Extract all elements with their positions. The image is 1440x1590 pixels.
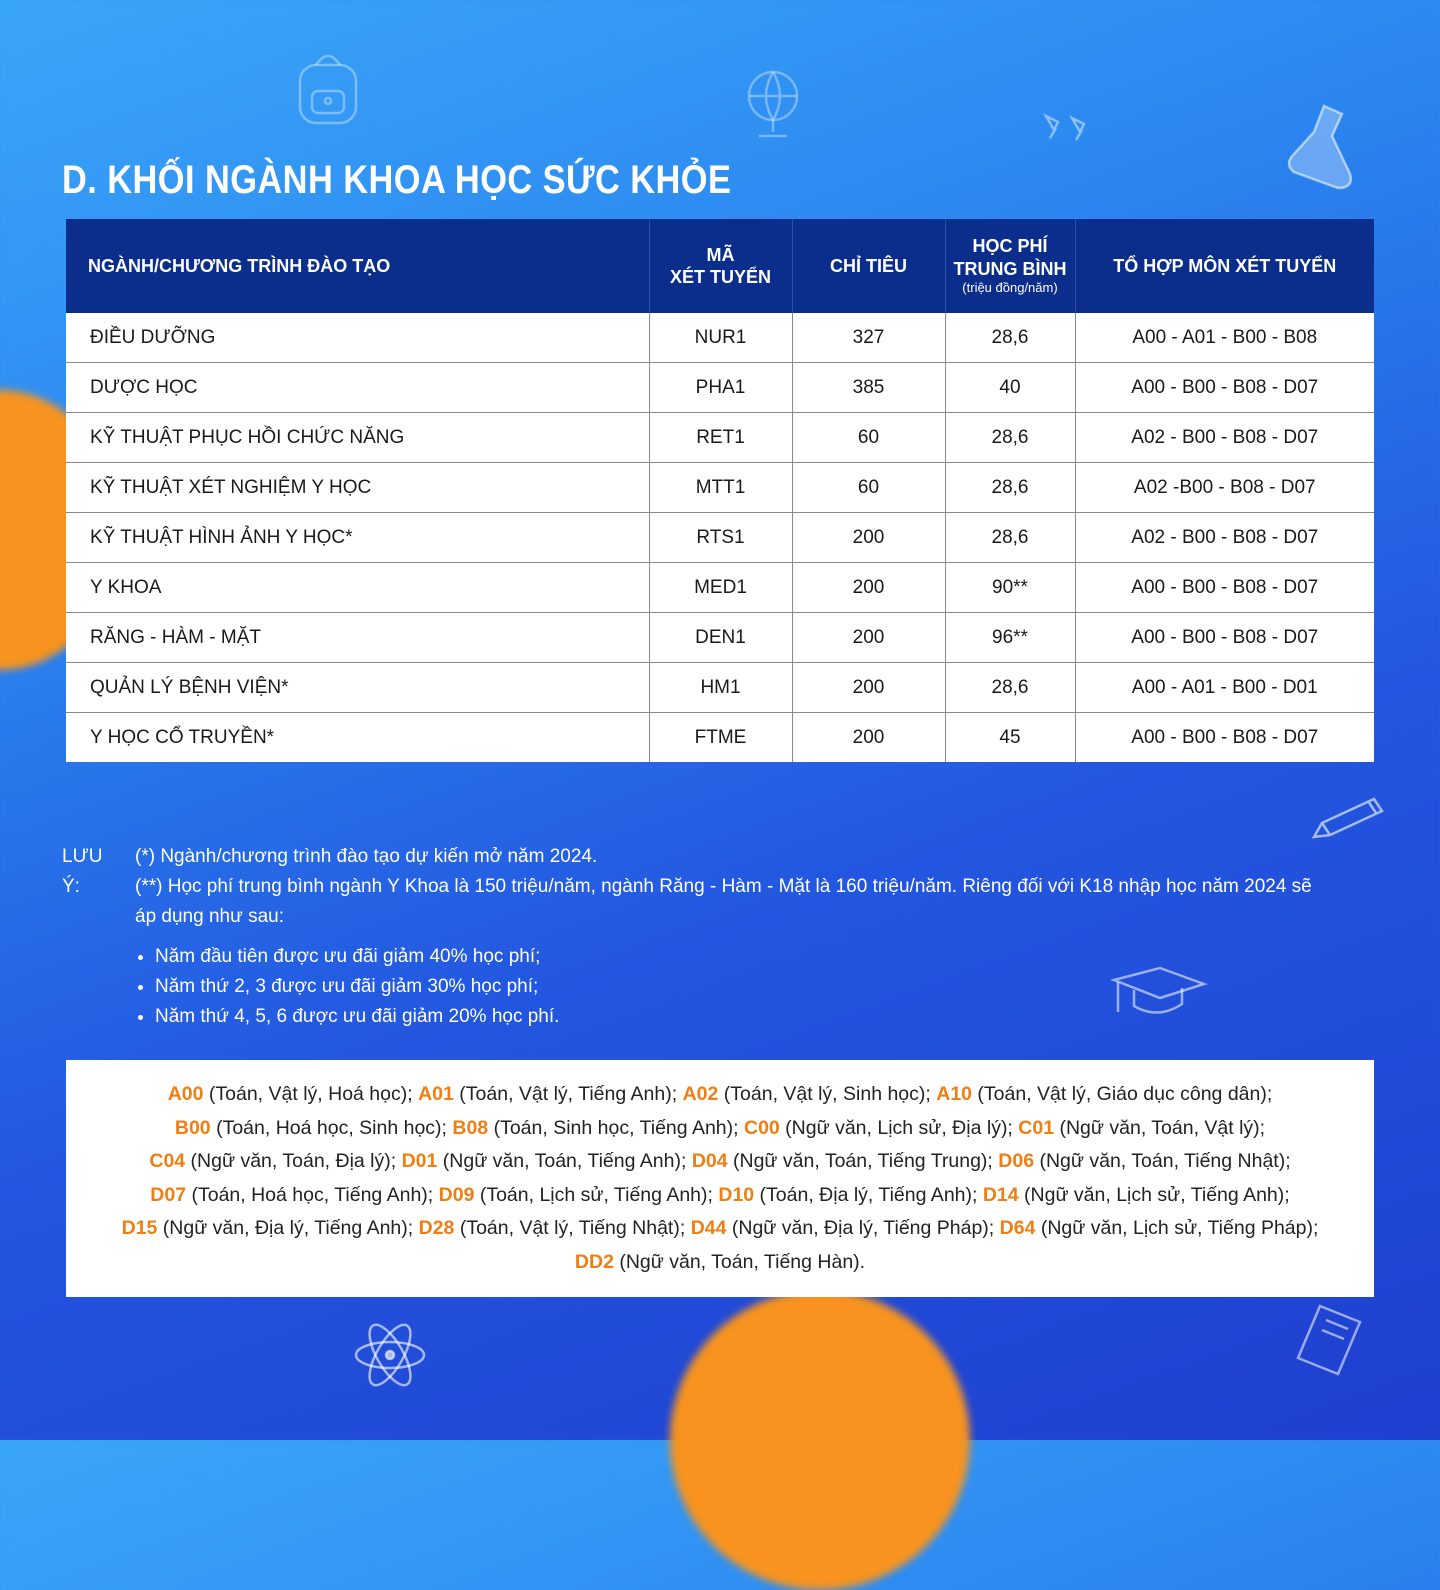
fee-cell: 28,6 [945, 663, 1075, 713]
code-cell: RET1 [649, 413, 792, 463]
quota-cell: 200 [792, 663, 945, 713]
combos-cell: A00 - A01 - B00 - B08 [1075, 313, 1374, 363]
pencil-icon [1308, 795, 1388, 845]
program-cell: KỸ THUẬT PHỤC HỒI CHỨC NĂNG [66, 413, 649, 463]
combo-code: C01 [1018, 1116, 1055, 1139]
combo-subjects: (Ngữ văn, Lịch sử, Tiếng Pháp); [1035, 1217, 1319, 1240]
program-cell: ĐIỀU DƯỠNG [66, 313, 649, 363]
note-bullet: • Năm đầu tiên được ưu đãi giảm 40% học phí; [155, 942, 1335, 972]
header-code-line2: XÉT TUYỂN [669, 267, 771, 287]
combo-code: D06 [998, 1150, 1035, 1173]
combo-code: D15 [121, 1217, 158, 1240]
code-cell: RTS1 [649, 513, 792, 563]
combo-code: DD2 [574, 1250, 614, 1273]
combo-subjects: (Ngữ văn, Lịch sử, Địa lý); [779, 1116, 1019, 1139]
flask-icon [1280, 100, 1360, 195]
program-cell: Y KHOA [66, 563, 649, 613]
book-icon [1290, 1300, 1370, 1380]
note-bullet: • Năm thứ 2, 3 được ưu đãi giảm 30% học phí; [155, 972, 1335, 1002]
program-cell: QUẢN LÝ BỆNH VIỆN* [66, 663, 649, 713]
combo-code: D28 [418, 1217, 455, 1240]
notes-label: LƯU Ý: [62, 846, 103, 897]
note-bullets [135, 942, 1335, 1032]
combo-code: B00 [174, 1116, 211, 1139]
combos-cell: A00 - A01 - B00 - D01 [1075, 663, 1374, 713]
header-code-line1: MÃ [706, 244, 735, 265]
program-cell: KỸ THUẬT HÌNH ẢNH Y HỌC* [66, 513, 649, 563]
program-cell: KỸ THUẬT XÉT NGHIỆM Y HỌC [66, 463, 649, 513]
combo-subjects: (Toán, Vật lý, Giáo dục công dân); [972, 1083, 1273, 1105]
combo-code: D09 [438, 1183, 475, 1206]
combo-subjects: (Ngữ văn, Địa lý, Tiếng Pháp); [726, 1217, 1000, 1240]
combos-cell: A02 - B00 - B08 - D07 [1075, 513, 1374, 563]
quota-cell: 327 [792, 313, 945, 363]
program-cell: DƯỢC HỌC [66, 363, 649, 413]
combo-subjects: (Toán, Địa lý, Tiếng Anh); [754, 1183, 983, 1206]
legend-line [86, 1246, 1354, 1280]
legend-line [86, 1112, 1354, 1146]
combo-code: D01 [401, 1150, 438, 1173]
header-program: NGÀNH/CHƯƠNG TRÌNH ĐÀO TẠO [66, 219, 649, 313]
code-cell: DEN1 [649, 613, 792, 663]
majors-table [66, 219, 1374, 762]
legend-line [86, 1145, 1354, 1179]
legend-line [86, 1078, 1354, 1112]
table-row [66, 513, 1374, 563]
header-fee-line1: HỌC PHÍ [972, 236, 1048, 257]
header-fee-line2: TRUNG BÌNH [953, 258, 1067, 279]
combo-code: D14 [982, 1183, 1019, 1206]
backpack-icon [290, 45, 370, 130]
combo-subjects: (Ngữ văn, Địa lý, Tiếng Anh); [157, 1217, 419, 1240]
quota-cell: 200 [792, 713, 945, 763]
table-row [66, 463, 1374, 513]
legend-line [86, 1212, 1354, 1246]
combo-subjects: (Ngữ văn, Toán, Tiếng Hàn). [613, 1250, 866, 1273]
notes-body [135, 842, 1335, 1032]
quota-cell: 200 [792, 613, 945, 663]
fee-cell: 28,6 [945, 463, 1075, 513]
fee-cell: 40 [945, 363, 1075, 413]
combos-cell: A00 - B00 - B08 - D07 [1075, 563, 1374, 613]
quota-cell: 385 [792, 363, 945, 413]
note-line-2: (**) Học phí trung bình ngành Y Khoa là 150 triệu/năm, ngành Răng - Hàm - Mặt là 160 triệu/năm. Riêng đối với K18 nhập học năm 2024 sẽ áp dụng như sau: [135, 876, 1312, 927]
table-row [66, 563, 1374, 613]
note-line-1: (*) Ngành/chương trình đào tạo dự kiến mở năm 2024. [135, 846, 598, 867]
header-code [649, 219, 792, 313]
combo-subjects: (Ngữ văn, Toán, Vật lý); [1054, 1116, 1266, 1139]
program-cell: RĂNG - HÀM - MẶT [66, 613, 649, 663]
combo-subjects: (Toán, Vật lý, Sinh học); [718, 1083, 937, 1105]
fee-cell: 90** [945, 563, 1075, 613]
header-combos: TỔ HỢP MÔN XÉT TUYỂN [1075, 219, 1374, 313]
fee-cell: 28,6 [945, 513, 1075, 563]
pushpin-icon [1040, 108, 1094, 144]
code-cell: PHA1 [649, 363, 792, 413]
code-cell: HM1 [649, 663, 792, 713]
quota-cell: 200 [792, 513, 945, 563]
table-row [66, 663, 1374, 713]
table-row [66, 363, 1374, 413]
combo-subjects: (Toán, Vật lý, Tiếng Nhật); [454, 1217, 691, 1240]
code-cell: MED1 [649, 563, 792, 613]
combo-code: A00 [167, 1083, 204, 1105]
combo-code: C00 [743, 1116, 780, 1139]
combos-cell: A00 - B00 - B08 - D07 [1075, 363, 1374, 413]
combo-subjects: (Ngữ văn, Toán, Địa lý); [185, 1150, 402, 1173]
combo-code: B08 [452, 1116, 489, 1139]
combo-code: A02 [682, 1083, 719, 1105]
combo-code: D07 [150, 1183, 187, 1206]
code-cell: MTT1 [649, 463, 792, 513]
fee-cell: 28,6 [945, 313, 1075, 363]
header-quota: CHỈ TIÊU [792, 219, 945, 313]
quota-cell: 60 [792, 463, 945, 513]
legend-line [86, 1179, 1354, 1213]
code-cell: FTME [649, 713, 792, 763]
combo-code: D44 [690, 1217, 727, 1240]
quota-cell: 60 [792, 413, 945, 463]
combo-code: D04 [691, 1150, 728, 1173]
combo-subjects: (Ngữ văn, Toán, Tiếng Anh); [437, 1150, 692, 1173]
combo-subjects: (Ngữ văn, Toán, Tiếng Trung); [727, 1150, 999, 1173]
combo-subjects: (Toán, Sinh học, Tiếng Anh); [488, 1116, 744, 1139]
combo-subjects: (Ngữ văn, Lịch sử, Tiếng Anh); [1018, 1183, 1290, 1206]
combo-subjects: (Toán, Vật lý, Hoá học); [203, 1083, 419, 1105]
globe-icon [735, 60, 815, 145]
page-title: D. KHỐI NGÀNH KHOA HỌC SỨC KHỎE [62, 158, 732, 202]
combo-subjects: (Toán, Hoá học, Tiếng Anh); [186, 1183, 439, 1206]
table-header-row [66, 219, 1374, 313]
fee-cell: 96** [945, 613, 1075, 663]
orange-blob-bottom [670, 1290, 970, 1590]
table-row [66, 713, 1374, 763]
atom-icon [350, 1315, 430, 1395]
combo-code: A10 [936, 1083, 973, 1105]
header-fee-unit: (triệu đồng/năm) [962, 280, 1058, 296]
header-fee [945, 219, 1075, 313]
combo-subjects: (Toán, Vật lý, Tiếng Anh); [453, 1083, 683, 1105]
combo-code: A01 [418, 1083, 454, 1105]
combo-code: D10 [718, 1183, 755, 1206]
combo-subjects: (Toán, Lịch sử, Tiếng Anh); [474, 1183, 719, 1206]
combos-cell: A00 - B00 - B08 - D07 [1131, 726, 1319, 748]
combo-subjects: (Toán, Hoá học, Sinh học); [210, 1116, 453, 1139]
table-row [66, 413, 1374, 463]
combo-subjects: (Ngữ văn, Toán, Tiếng Nhật); [1034, 1150, 1291, 1173]
note-bullet: • Năm thứ 4, 5, 6 được ưu đãi giảm 20% học phí. [155, 1002, 1335, 1032]
combos-cell: A00 - B00 - B08 - D07 [1075, 613, 1374, 663]
table-row [66, 613, 1374, 663]
combos-cell: A02 - B00 - B08 - D07 [1075, 413, 1374, 463]
quota-cell: 200 [792, 563, 945, 613]
combos-cell: A02 -B00 - B08 - D07 [1075, 463, 1374, 513]
table-row [66, 313, 1374, 363]
fee-cell: 28,6 [945, 413, 1075, 463]
fee-cell: 45 [945, 713, 1075, 763]
code-cell: NUR1 [649, 313, 792, 363]
combo-code: C04 [149, 1150, 186, 1173]
program-cell: Y HỌC CỔ TRUYỀN* [66, 713, 649, 763]
combo-code: D64 [999, 1217, 1036, 1240]
subject-combination-legend [66, 1060, 1374, 1297]
